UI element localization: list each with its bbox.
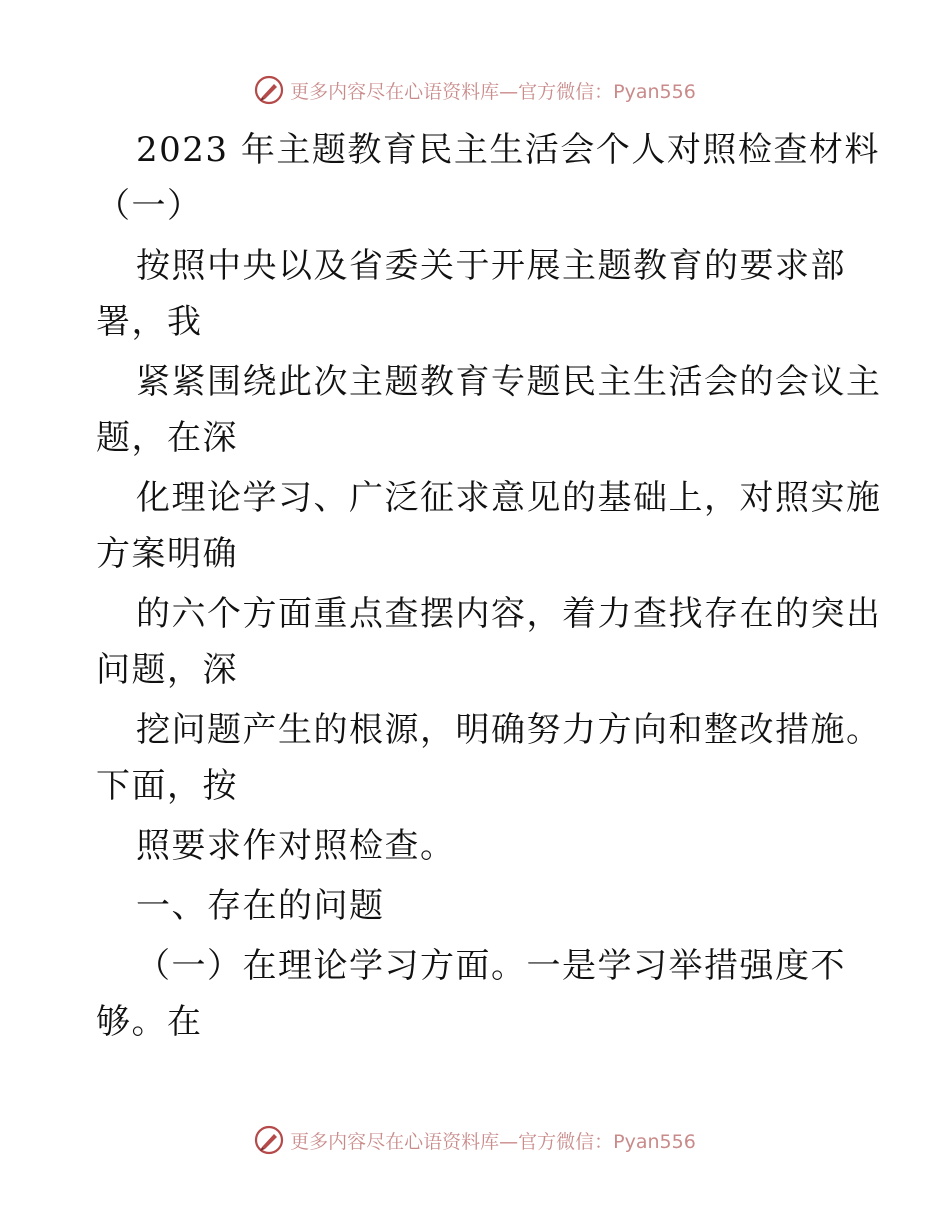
title-suffix: （一） [96,186,203,226]
paragraph-line: 题，在深 [96,418,238,458]
paragraph-line: 紧紧围绕此次主题教育专题民主生活会的会议主 [136,362,882,402]
header-watermark [0,70,950,110]
paragraph-line: 的六个方面重点查摆内容，着力查找存在的突出 [136,594,882,634]
header-watermark-text: 更多内容尽在心语资料库—官方微信：Pyan556 [290,80,696,103]
document-title: 2023 年主题教育民主生活会个人对照检查材料 [136,130,880,170]
paragraph-line: 方案明确 [96,534,238,574]
paragraph-line: 按照中央以及省委关于开展主题教育的要求部 [136,246,846,286]
paragraph-line: 问题，深 [96,650,238,690]
paragraph-line: 署，我 [96,302,203,342]
section-heading: 一、存在的问题 [136,886,385,926]
pen-logo-icon [254,75,284,105]
paragraph-line: 挖问题产生的根源，明确努力方向和整改措施。 [136,710,882,750]
footer-watermark-text: 更多内容尽在心语资料库—官方微信：Pyan556 [290,1130,696,1153]
paragraph-line: （一）在理论学习方面。一是学习举措强度不 [136,946,846,986]
paragraph-line: 照要求作对照检查。 [136,826,456,866]
paragraph-line: 下面，按 [96,766,238,806]
paragraph-line: 够。在 [96,1002,203,1042]
footer-watermark [0,1120,950,1160]
paragraph-line: 化理论学习、广泛征求意见的基础上，对照实施 [136,478,882,518]
pen-logo-icon [254,1125,284,1155]
